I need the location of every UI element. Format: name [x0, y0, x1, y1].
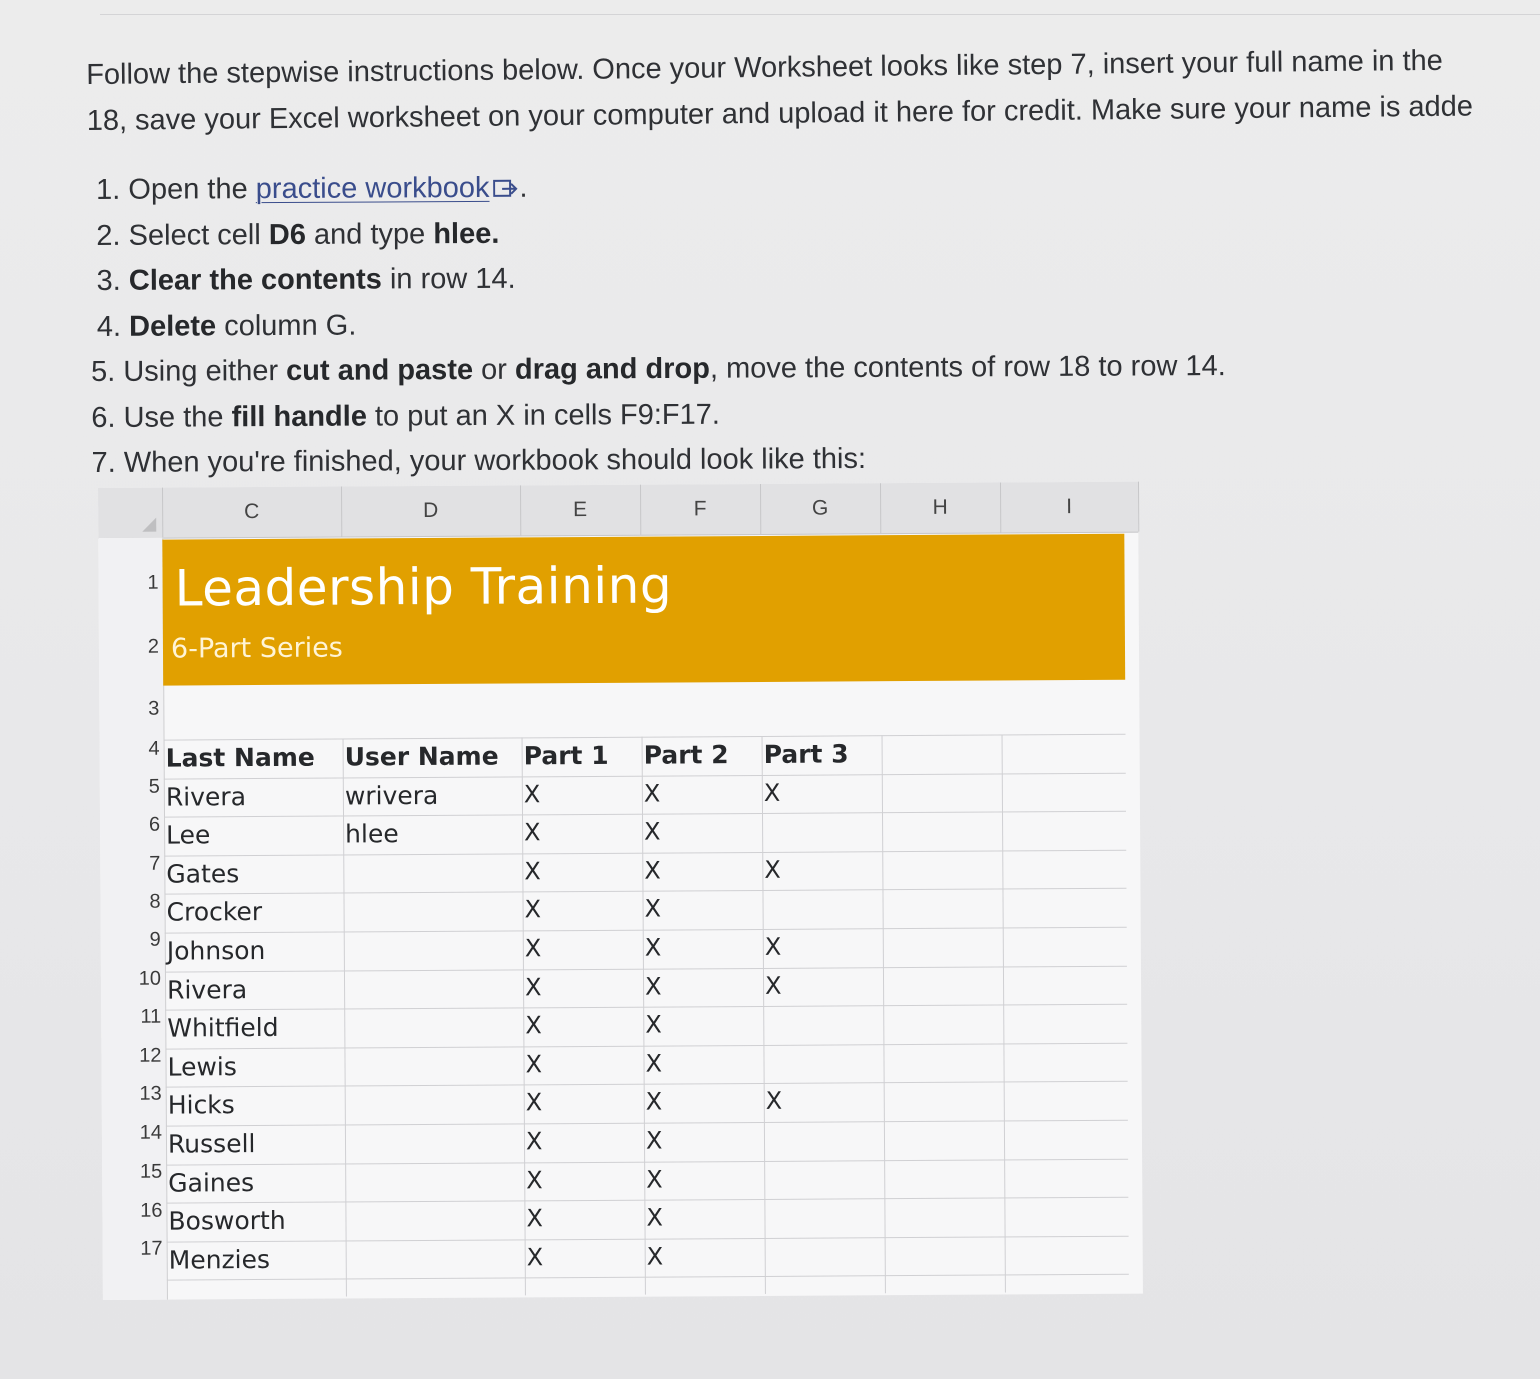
last-name-cell[interactable]: Bosworth: [168, 1206, 286, 1236]
part-cell[interactable]: X: [646, 1165, 663, 1194]
grid-row-line: [165, 927, 1127, 934]
grid-row-line: [166, 1158, 1128, 1165]
part-cell[interactable]: X: [524, 818, 541, 847]
last-name-cell[interactable]: Gaines: [168, 1167, 255, 1198]
part-cell[interactable]: X: [525, 1011, 542, 1040]
part-cell[interactable]: X: [646, 1203, 664, 1232]
step-text: Delete: [128, 309, 217, 343]
user-name-cell[interactable]: hlee: [345, 819, 399, 849]
row-header-1[interactable]: 1: [147, 571, 159, 594]
step-text: Use the: [123, 400, 232, 434]
grid-row-line: [166, 1081, 1128, 1088]
column-header-e[interactable]: E: [520, 485, 641, 536]
practice-workbook-link[interactable]: practice workbook: [255, 171, 490, 206]
step-number: 3.: [96, 264, 129, 297]
part-cell[interactable]: X: [524, 972, 542, 1001]
column-header-g[interactable]: G: [760, 483, 881, 534]
grid-row-line: [164, 888, 1126, 895]
step-text: cut and paste: [286, 353, 474, 387]
step-text: column G.: [216, 309, 357, 342]
step-text: fill handle: [231, 400, 367, 433]
step-number: 4.: [96, 310, 130, 343]
part-cell[interactable]: X: [644, 933, 662, 962]
step-number: 6.: [91, 401, 124, 434]
column-header-f[interactable]: F: [640, 484, 761, 535]
part-cell[interactable]: X: [645, 1087, 663, 1117]
step-text: Open the: [128, 173, 256, 206]
grid-row-line: [164, 811, 1126, 818]
step-4: [97, 298, 1341, 350]
column-header-c[interactable]: C: [162, 487, 342, 538]
row-header-7[interactable]: 7: [149, 852, 161, 875]
sheet-title: Leadership Training: [174, 556, 673, 618]
last-name-cell[interactable]: Rivera: [166, 974, 248, 1005]
step-text: When you're finished, your workbook should look like this:: [123, 442, 867, 479]
grid-row-line: [165, 1004, 1127, 1011]
part-cell[interactable]: X: [646, 1242, 664, 1271]
part-cell[interactable]: X: [524, 934, 542, 963]
top-divider: [100, 14, 1540, 15]
last-name-cell[interactable]: Menzies: [168, 1244, 271, 1275]
step-text: and type: [305, 217, 434, 251]
header-cell[interactable]: Part 3: [763, 739, 849, 769]
step-5: [91, 343, 1341, 395]
part-cell[interactable]: X: [526, 1204, 544, 1233]
step-text: Using either: [123, 354, 287, 388]
step-text: Clear the contents: [128, 263, 382, 297]
part-cell[interactable]: X: [525, 1050, 543, 1079]
step-number: 7.: [91, 446, 124, 479]
grid-row-line: [164, 772, 1126, 779]
last-name-cell[interactable]: Hicks: [167, 1090, 235, 1120]
column-headers: [98, 482, 1138, 539]
row-header-9[interactable]: 9: [149, 928, 161, 951]
last-name-cell[interactable]: Gates: [166, 858, 240, 889]
part-cell[interactable]: X: [644, 894, 662, 924]
instructions-intro: [86, 37, 1540, 144]
row-header-8[interactable]: 8: [149, 890, 161, 913]
step-number: 2.: [96, 219, 129, 252]
last-name-cell[interactable]: Lee: [166, 820, 211, 850]
part-cell[interactable]: X: [644, 972, 662, 1001]
row-header-12[interactable]: 12: [139, 1044, 162, 1067]
row-header-5[interactable]: 5: [148, 775, 160, 798]
part-cell[interactable]: X: [645, 1049, 663, 1078]
part-cell[interactable]: X: [644, 817, 661, 846]
row-header-4[interactable]: 4: [148, 737, 160, 760]
part-cell[interactable]: X: [525, 1088, 543, 1117]
step-number: 5.: [90, 355, 124, 388]
header-cell[interactable]: User Name: [344, 741, 499, 772]
grid-row-line: [165, 965, 1127, 972]
row-header-2[interactable]: 2: [147, 635, 160, 658]
header-cell[interactable]: Last Name: [165, 742, 315, 773]
row-header-16[interactable]: 16: [140, 1199, 163, 1222]
cell-grid: [163, 680, 1129, 1298]
user-name-cell[interactable]: wrivera: [344, 780, 439, 811]
header-cell[interactable]: Part 2: [643, 740, 729, 770]
step-text: hlee.: [433, 217, 500, 250]
part-cell[interactable]: X: [644, 856, 661, 885]
step-text: , move the contents of row 18 to row 14.: [709, 350, 1226, 385]
part-cell[interactable]: X: [643, 779, 661, 808]
title-banner: [162, 534, 1125, 686]
last-name-cell[interactable]: Russell: [167, 1129, 256, 1159]
row-header-10[interactable]: 10: [138, 967, 162, 990]
step-7: [91, 434, 1341, 486]
part-cell[interactable]: X: [764, 932, 782, 961]
last-name-cell[interactable]: Whitfield: [167, 1013, 279, 1043]
part-cell[interactable]: X: [764, 855, 781, 884]
part-cell[interactable]: X: [645, 1126, 663, 1155]
row-header-6[interactable]: 6: [148, 813, 161, 836]
grid-row-line: [165, 1043, 1127, 1050]
intro-line-2: 18, save your Excel worksheet on your computer and upload it here for credit. Make sure your name is adde: [86, 90, 1474, 137]
part-cell[interactable]: X: [525, 1127, 543, 1156]
part-cell[interactable]: X: [524, 857, 541, 886]
row-headers: [98, 538, 168, 1300]
row-header-14[interactable]: 14: [139, 1121, 163, 1144]
steps-list: [90, 161, 1342, 486]
sheet-subtitle: 6-Part Series: [170, 632, 343, 665]
column-header-i[interactable]: I: [1000, 482, 1139, 533]
last-name-cell[interactable]: Johnson: [166, 935, 266, 966]
grid-row-line: [166, 1120, 1128, 1127]
step-text: or: [472, 353, 516, 386]
row-header-13[interactable]: 13: [139, 1082, 162, 1105]
part-cell[interactable]: X: [765, 1087, 783, 1116]
part-cell[interactable]: X: [526, 1165, 543, 1194]
column-header-d[interactable]: D: [341, 485, 521, 536]
grid-row-line: [166, 1197, 1128, 1204]
workbook-preview: [98, 482, 1143, 1300]
select-all-corner: [98, 488, 163, 538]
row-header-11[interactable]: 11: [140, 1005, 162, 1028]
part-cell[interactable]: X: [764, 971, 782, 1000]
part-cell[interactable]: X: [645, 1010, 662, 1039]
header-cell[interactable]: Part 1: [523, 740, 609, 771]
step-text: Select cell: [128, 218, 269, 252]
step-text: D6: [268, 218, 306, 251]
external-link-icon[interactable]: [493, 168, 519, 188]
grid-column-line: [882, 735, 886, 1293]
column-header-h[interactable]: H: [880, 482, 1001, 533]
step-2: [96, 207, 1340, 259]
row-header-17[interactable]: 17: [140, 1237, 163, 1260]
step-text: in row 14.: [381, 262, 516, 296]
select-all-triangle-icon: [142, 518, 156, 532]
grid-row-line: [167, 1236, 1129, 1243]
part-cell[interactable]: X: [763, 778, 781, 807]
part-cell[interactable]: X: [524, 895, 542, 924]
step-6: [91, 389, 1341, 441]
part-cell[interactable]: X: [523, 779, 541, 808]
intro-line-1: Follow the stepwise instructions below. Once your Worksheet looks like step 7, insert your full name in the: [86, 44, 1443, 91]
grid-row-line: [164, 850, 1126, 857]
grid-column-line: [1002, 734, 1006, 1292]
grid-column-line: [762, 736, 766, 1294]
step-3: [96, 252, 1340, 304]
grid-row-line: [167, 1274, 1129, 1281]
last-name-cell[interactable]: Rivera: [165, 781, 247, 812]
row-header-3[interactable]: 3: [148, 697, 160, 720]
step-number: 1.: [96, 173, 129, 206]
grid-row-line: [164, 734, 1126, 741]
last-name-cell[interactable]: Lewis: [167, 1051, 237, 1082]
step-text: drag and drop: [514, 352, 711, 386]
step-suffix: .: [519, 171, 528, 204]
row-header-15[interactable]: 15: [139, 1160, 163, 1183]
step-1: [96, 161, 1340, 213]
step-text: to put an X in cells F9:F17.: [366, 398, 720, 433]
part-cell[interactable]: X: [526, 1243, 544, 1272]
last-name-cell[interactable]: Crocker: [166, 897, 263, 927]
